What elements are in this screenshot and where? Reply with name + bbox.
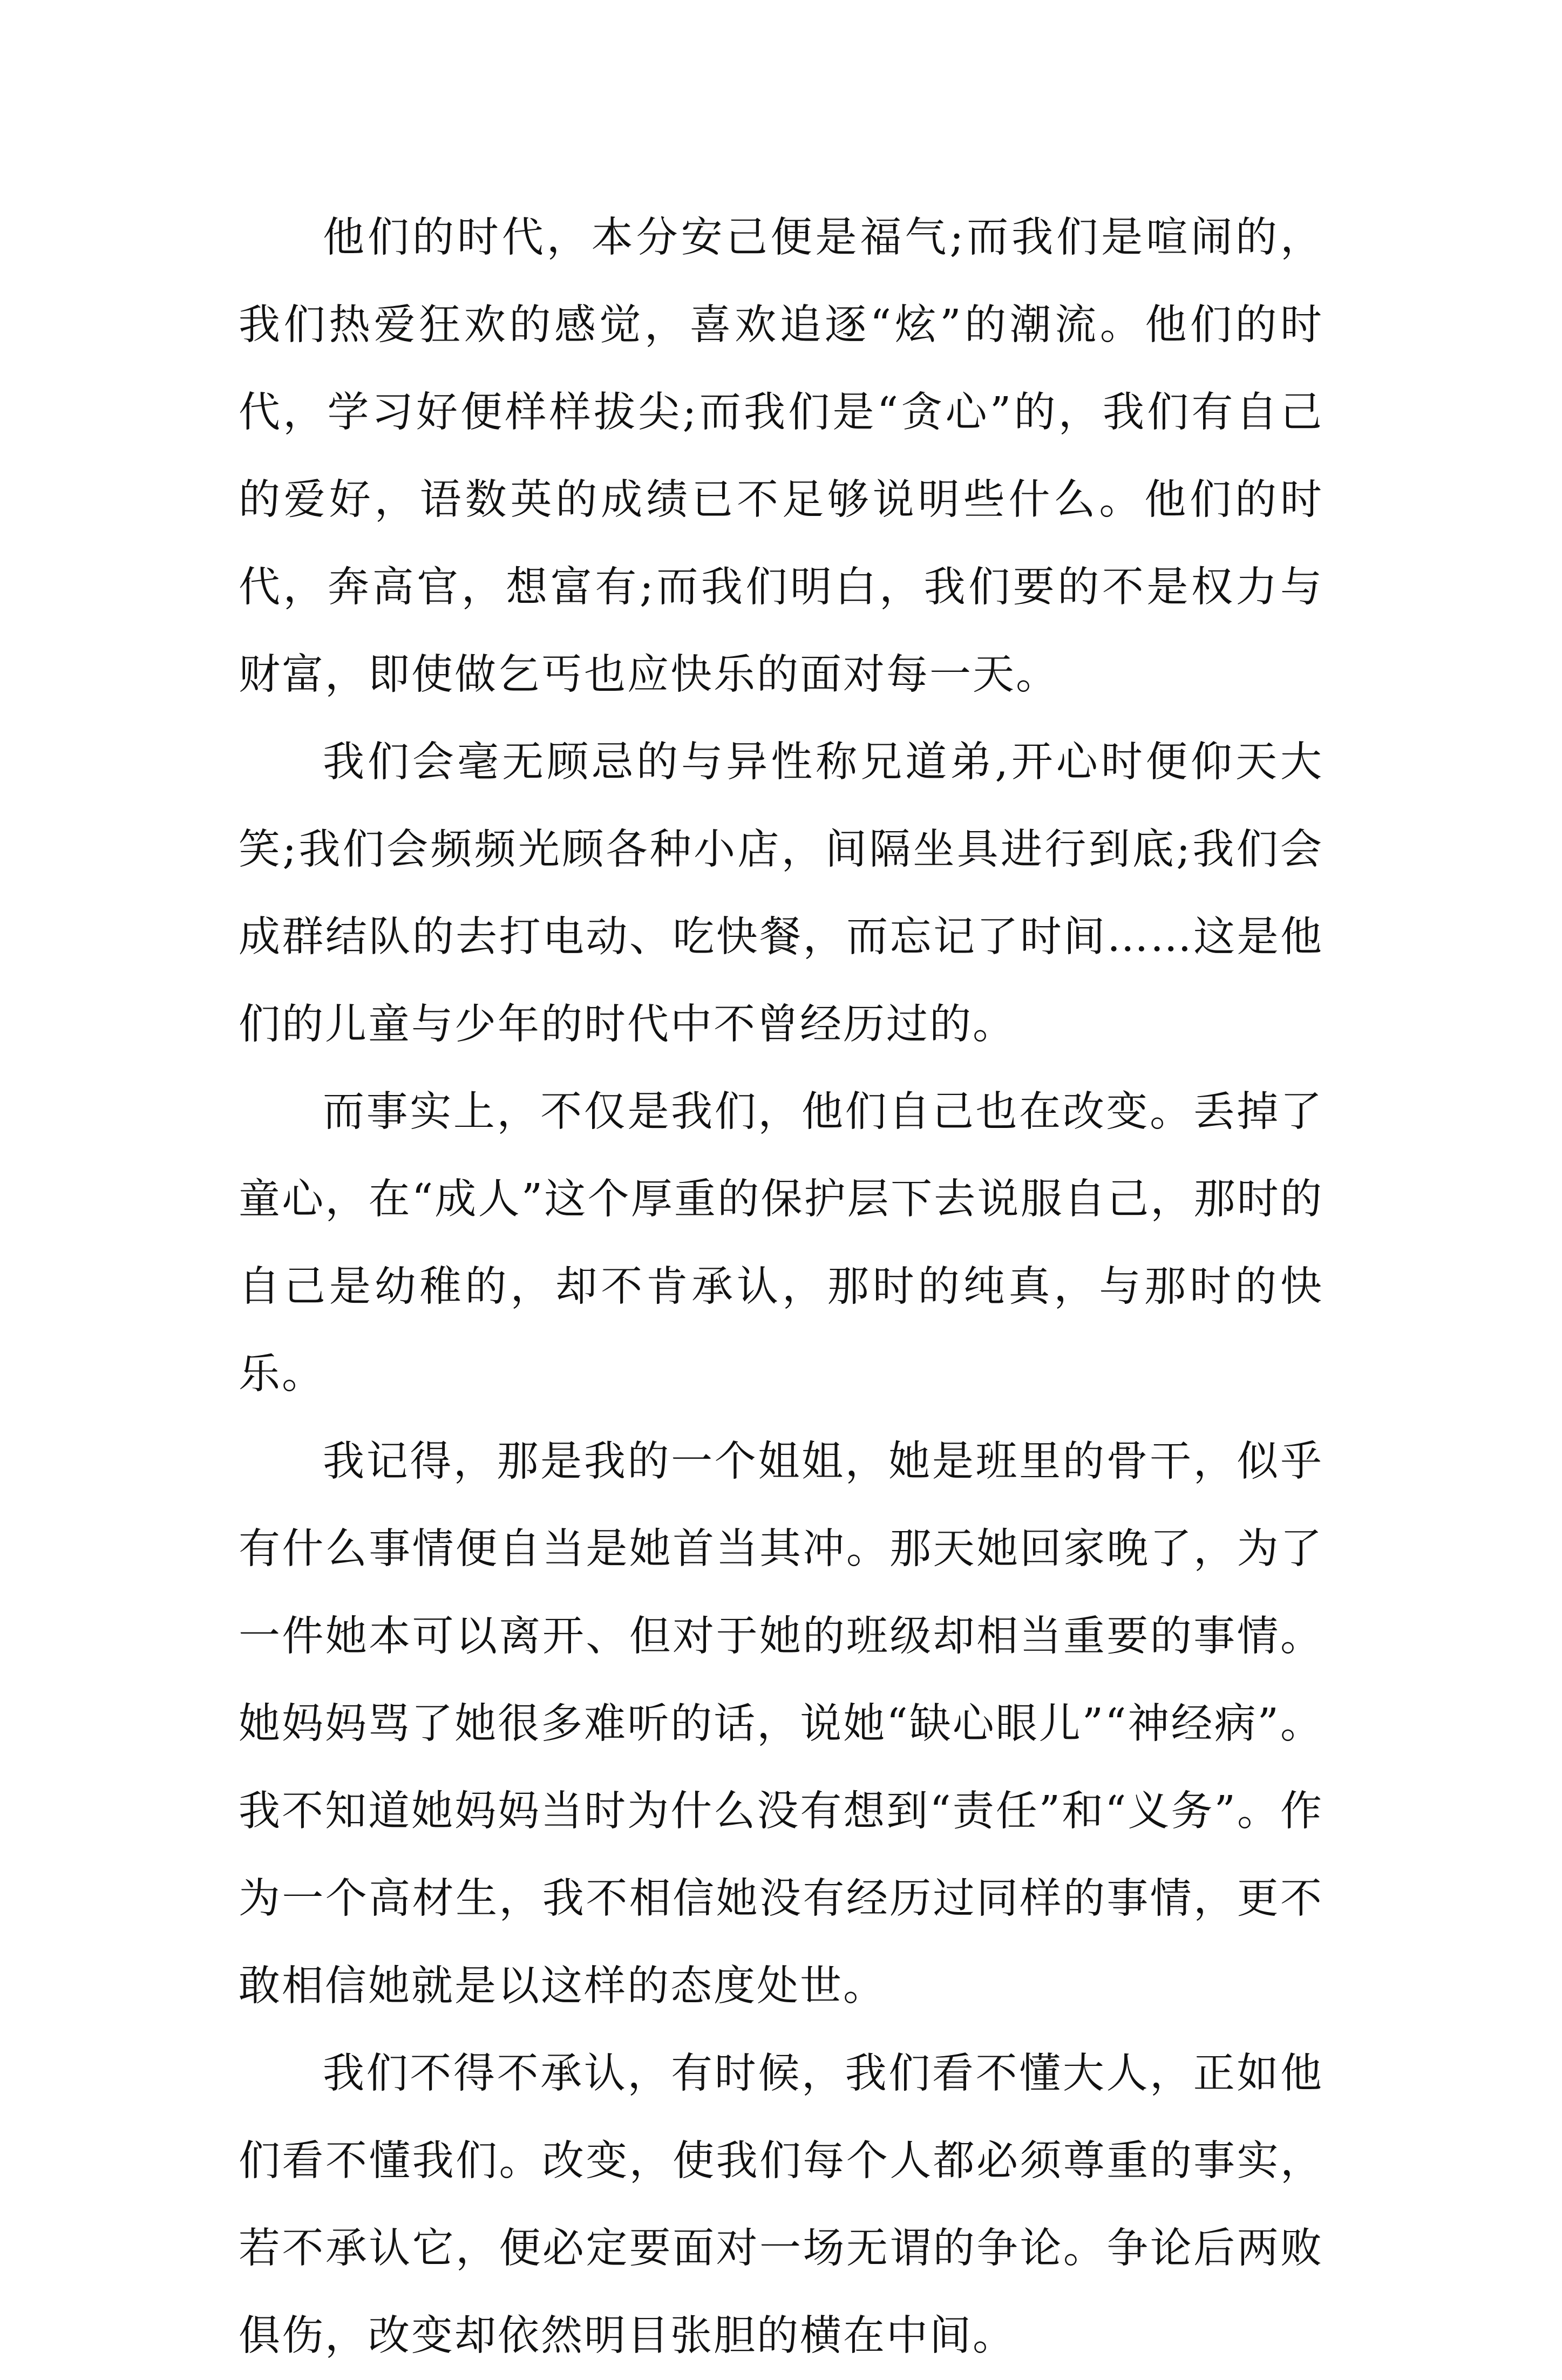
document-body: [239, 194, 1323, 2380]
paragraph-4: 我记得，那是我的一个姐姐，她是班里的骨干，似乎有什么事情便自当是她首当其冲。那天她回家晚了，为了一件她本可以离开、但对于她的班级却相当重要的事情。她妈妈骂了她很多难听的话，说她“缺心眼儿”“神经病”。我不知道她妈妈当时为什么没有想到“责任”和“义务”。作为一个高材生，我不相信她没有经历过同样的事情，更不敢相信她就是以这样的态度处世。: [239, 1438, 1323, 2010]
paragraph-3: 而事实上，不仅是我们，他们自己也在改变。丢掉了童心，在“成人”这个厚重的保护层下去说服自己，那时的自己是幼稚的，却不肯承认，那时的纯真，与那时的快乐。: [239, 1088, 1323, 1398]
paragraph-2: 我们会毫无顾忌的与异性称兄道弟,开心时便仰天大笑;我们会频频光顾各种小店，间隔坐具进行到底;我们会成群结队的去打电动、吃快餐，而忘记了时间……这是他们的儿童与少年的时代中不曾经历过的。: [239, 738, 1323, 1049]
paragraph-5: 我们不得不承认，有时候，我们看不懂大人，正如他们看不懂我们。改变，使我们每个人都必须尊重的事实，若不承认它，便必定要面对一场无谓的争论。争论后两败俱伤，改变却依然明目张胆的横在中间。: [239, 2050, 1323, 2360]
paragraph-1: 他们的时代，本分安己便是福气;而我们是喧闹的，我们热爱狂欢的感觉，喜欢追逐“炫”的潮流。他们的时代，学习好便样样拔尖;而我们是“贪心”的，我们有自己的爱好，语数英的成绩已不足够说明些什么。他们的时代，奔高官，想富有;而我们明白，我们要的不是权力与财富，即使做乞丐也应快乐的面对每一天。: [239, 214, 1323, 699]
